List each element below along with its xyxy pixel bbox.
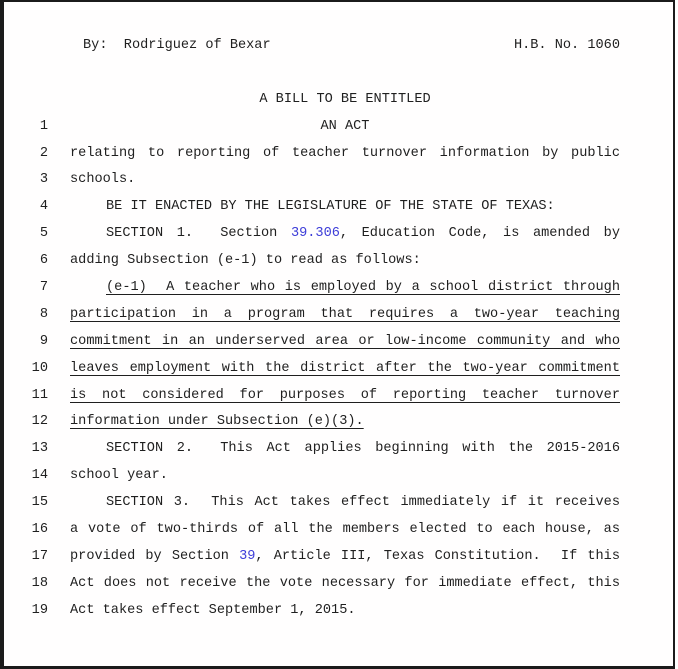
added-language-underline bbox=[70, 388, 620, 403]
line-number: 15 bbox=[31, 495, 48, 511]
line-text bbox=[70, 409, 620, 436]
bill-title-row bbox=[4, 87, 673, 114]
line-number: 2 bbox=[39, 145, 48, 161]
line-text bbox=[70, 544, 620, 571]
added-language-underline bbox=[70, 361, 620, 376]
text-span bbox=[70, 603, 356, 618]
line-number: 7 bbox=[39, 280, 48, 296]
text-segment: , Article III, Texas Constitution. If this bbox=[255, 548, 620, 564]
text-span bbox=[321, 119, 370, 134]
text-segment: commitment in an underserved area or low-income community and who bbox=[70, 333, 620, 349]
text-span bbox=[106, 495, 620, 510]
line-number: 4 bbox=[39, 199, 48, 215]
bill-line bbox=[4, 436, 673, 463]
bill-line bbox=[4, 114, 673, 141]
bill-line bbox=[4, 463, 673, 490]
text-segment: adding Subsection (e-1) to read as follows: bbox=[70, 253, 421, 269]
bill-line bbox=[4, 409, 673, 436]
line-text bbox=[70, 598, 620, 625]
text-segment: SECTION 2. This Act applies beginning with the 2015-2016 bbox=[106, 441, 620, 457]
text-segment: (e-1) A teacher who is employed by a school district through bbox=[106, 280, 620, 296]
line-number: 18 bbox=[31, 575, 48, 591]
text-span bbox=[106, 226, 620, 241]
text-segment: a vote of two-thirds of all the members elected to each house, as bbox=[70, 522, 620, 538]
line-text bbox=[70, 302, 620, 329]
line-number: 5 bbox=[39, 226, 48, 242]
bill-line bbox=[4, 571, 673, 598]
line-number-spacer bbox=[4, 87, 48, 114]
bill-number: H.B. No. 1060 bbox=[513, 38, 620, 53]
line-text bbox=[70, 141, 620, 168]
bill-title: A BILL TO BE ENTITLED bbox=[259, 91, 431, 107]
bill-line bbox=[4, 356, 673, 383]
line-text bbox=[70, 221, 620, 248]
text-segment: AN ACT bbox=[320, 118, 370, 134]
line-text bbox=[70, 114, 620, 141]
line-text bbox=[70, 436, 620, 463]
text-span bbox=[106, 199, 555, 214]
line-text bbox=[70, 167, 620, 194]
line-number: 11 bbox=[31, 387, 48, 403]
blank-row bbox=[4, 60, 673, 87]
text-segment: , Education Code, is amended by bbox=[339, 226, 620, 242]
line-number: 1 bbox=[39, 118, 48, 134]
line-text bbox=[70, 571, 620, 598]
line-number: 17 bbox=[31, 548, 48, 564]
bill-line bbox=[4, 383, 673, 410]
bill-line bbox=[4, 598, 673, 625]
line-text bbox=[70, 275, 620, 302]
line-text bbox=[70, 194, 620, 221]
line-number: 6 bbox=[39, 253, 48, 269]
text-segment: information under Subsection (e)(3). bbox=[70, 414, 364, 430]
line-text bbox=[70, 463, 620, 490]
text-segment: is not considered for purposes of reporting teacher turnover bbox=[70, 387, 620, 403]
text-span bbox=[70, 468, 168, 483]
text-span bbox=[70, 522, 620, 537]
text-span bbox=[70, 576, 620, 591]
statute-link[interactable]: 39 bbox=[239, 548, 256, 564]
text-segment: provided by Section bbox=[70, 548, 240, 564]
line-number: 8 bbox=[39, 306, 48, 322]
line-number: 16 bbox=[31, 522, 48, 538]
bill-line bbox=[4, 544, 673, 571]
bill-body bbox=[4, 114, 673, 625]
line-text bbox=[70, 329, 620, 356]
line-number: 13 bbox=[31, 441, 48, 457]
bill-header-row bbox=[4, 33, 673, 60]
text-segment: SECTION 3. This Act takes effect immediately if it receives bbox=[106, 495, 620, 511]
text-segment: schools. bbox=[70, 172, 136, 188]
text-segment: participation in a program that requires a two-year teaching bbox=[70, 306, 620, 322]
text-segment: Act does not receive the vote necessary for immediate effect, this bbox=[70, 575, 620, 591]
line-text bbox=[70, 383, 620, 410]
bill-header bbox=[70, 33, 620, 60]
added-language-underline bbox=[70, 334, 620, 349]
text-span bbox=[70, 253, 421, 268]
line-number: 10 bbox=[31, 360, 48, 376]
bill-line bbox=[4, 141, 673, 168]
line-number: 3 bbox=[39, 172, 48, 188]
text-segment: Act takes effect September 1, 2015. bbox=[70, 602, 356, 618]
line-number: 14 bbox=[31, 468, 48, 484]
text-segment: school year. bbox=[70, 468, 168, 484]
text-segment: leaves employment with the district after the two-year commitment bbox=[70, 360, 620, 376]
bill-line bbox=[4, 490, 673, 517]
statute-link[interactable]: 39.306 bbox=[290, 226, 340, 242]
text-span bbox=[70, 146, 620, 161]
text-segment: SECTION 1. Section bbox=[106, 226, 291, 242]
text-segment: BE IT ENACTED BY THE LEGISLATURE OF THE STATE OF TEXAS: bbox=[106, 199, 555, 215]
bill-line bbox=[4, 194, 673, 221]
line-number: 9 bbox=[39, 333, 48, 349]
added-language-underline bbox=[70, 307, 620, 322]
bill-line bbox=[4, 302, 673, 329]
text-span bbox=[70, 549, 620, 564]
line-number: 19 bbox=[31, 602, 48, 618]
bill-line bbox=[4, 329, 673, 356]
text-segment: relating to reporting of teacher turnover information by public bbox=[70, 145, 620, 161]
line-text bbox=[70, 490, 620, 517]
bill-line bbox=[4, 167, 673, 194]
line-number-spacer bbox=[4, 33, 48, 60]
bill-line bbox=[4, 517, 673, 544]
line-text bbox=[70, 517, 620, 544]
bill-line bbox=[4, 275, 673, 302]
text-span bbox=[106, 441, 620, 456]
line-number: 12 bbox=[31, 414, 48, 430]
bill-author: By: Rodriguez of Bexar bbox=[83, 38, 271, 53]
bill-line bbox=[4, 248, 673, 275]
line-text bbox=[70, 356, 620, 383]
added-language-underline bbox=[70, 414, 364, 429]
bill-line bbox=[4, 221, 673, 248]
added-language-underline bbox=[106, 280, 620, 295]
text-span bbox=[70, 172, 135, 187]
line-text bbox=[70, 248, 620, 275]
